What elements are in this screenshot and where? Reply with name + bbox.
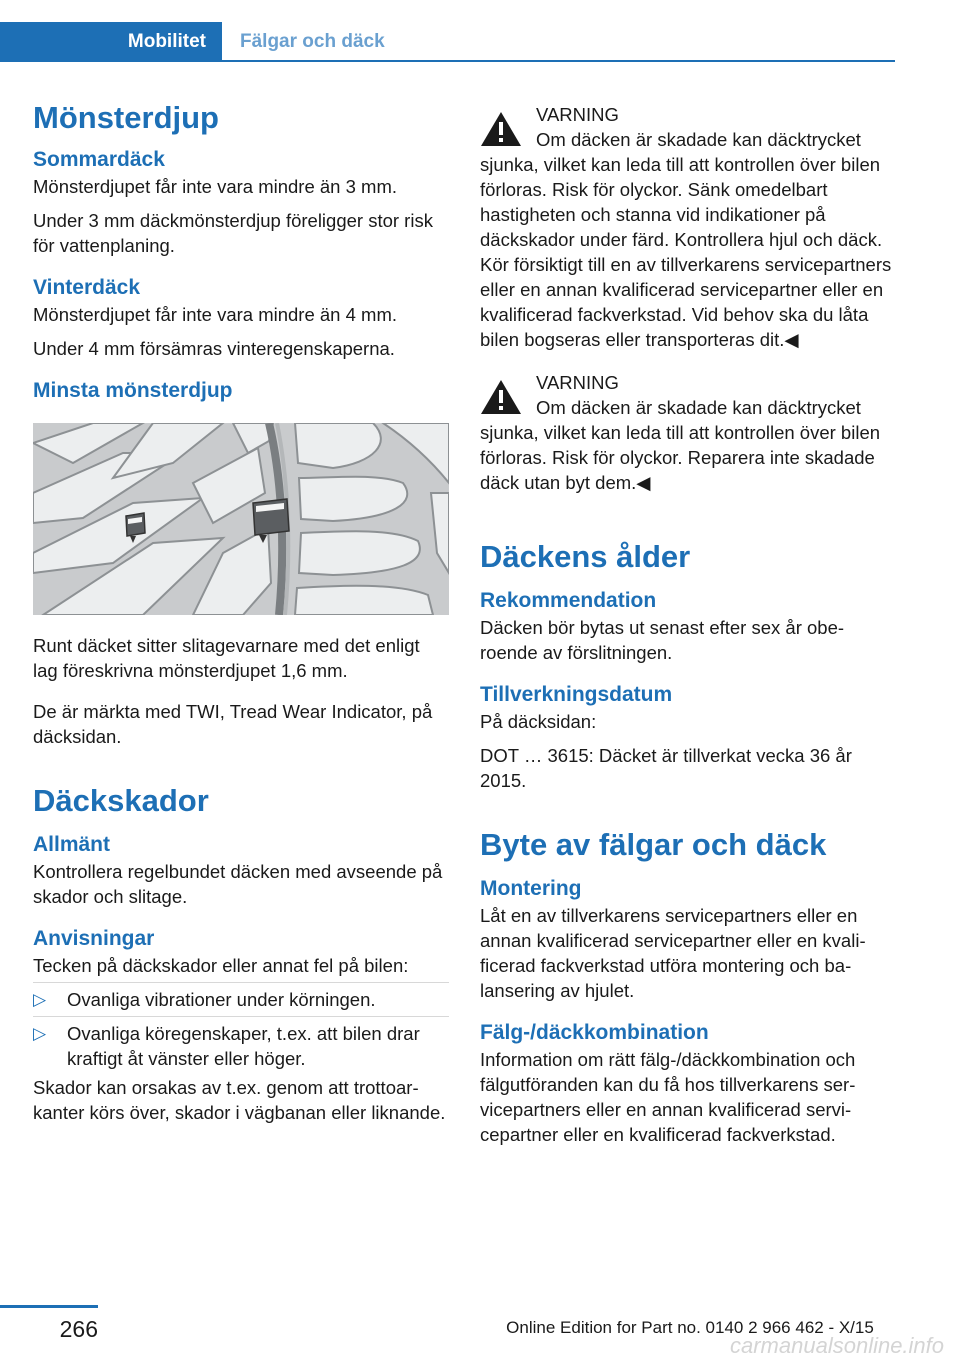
header-tabbar — [0, 22, 895, 62]
text-dacksidan: På däcksidan: — [480, 711, 597, 732]
warning-2-text: sjunka, vilket kan leda till att kontrollen över bilen förloras. Risk för olyckor. Reparera inte skadade däck utan byt dem.◀ — [480, 422, 881, 493]
list-item-text: Ovanliga vibrationer under körningen. — [67, 989, 376, 1010]
left-column — [33, 96, 449, 1134]
heading-allmant: Allmänt — [33, 833, 111, 856]
heading-tillverkningsdatum: Tillverkningsdatum — [480, 683, 673, 706]
text-skador: Skador kan orsakas av t.ex. genom att trottoarkanter körs över, skador i vägbanan eller liknande. — [33, 1077, 446, 1123]
list-item — [33, 1021, 449, 1071]
footer-rule — [0, 1305, 98, 1308]
warning-triangle-icon — [480, 378, 522, 416]
heading-vinterdack: Vinterdäck — [33, 276, 140, 299]
text-vinter-1: Mönsterdjupet får inte vara mindre än 4 mm. — [33, 304, 397, 325]
text-dot: DOT … 3615: Däcket är tillverkat vecka 36 år 2015. — [480, 745, 852, 791]
text-montering: Låt en av tillverkarens servicepartners eller en annan kvalificerad servicepartner eller en kvalificerad fackverkstad utföra montering och balansering av hjulet. — [480, 905, 866, 1001]
text-rekommendation: Däcken bör bytas ut senast efter sex år oberoende av förslitningen. — [480, 617, 845, 663]
watermark: carmanualsonline.info — [730, 1333, 945, 1358]
page-number: 266 — [59, 1316, 98, 1342]
warning-1-title: VARNING — [536, 104, 619, 125]
heading-minsta-monsterdjup: Minsta mönsterdjup — [33, 379, 233, 402]
triangle-bullet-icon: ▷ — [33, 990, 47, 1009]
list-divider — [33, 982, 449, 983]
text-falg-dackkombination: Information om rätt fälg-/däckkombination och fälgutföranden kan du få hos tillverkarens servicepartners eller en annan kvalificerad servicepartner eller en kvalificerad fackverkstad. — [480, 1049, 856, 1145]
edition-text: Online Edition for Part no. 0140 2 966 462 - X/15 — [506, 1318, 874, 1337]
text-runt-dacket: Runt däcket sitter slitagevarnare med det enligt lag föreskrivna mönsterdjupet 1,6 mm. — [33, 635, 420, 681]
tire-tread-illustration — [33, 423, 449, 615]
section-tab[interactable]: Mobilitet — [0, 22, 222, 62]
heading-falg-dackkombination: Fälg-/däckkombination — [480, 1021, 709, 1044]
warning-box-1 — [480, 102, 895, 352]
subsection-breadcrumb[interactable]: Fälgar och däck — [240, 31, 385, 52]
heading-montering: Montering — [480, 877, 582, 900]
heading-dackskador: Däckskador — [33, 783, 209, 818]
heading-dackens-alder: Däckens ålder — [480, 539, 691, 574]
text-sommar-2: Under 3 mm däckmönsterdjup föreligger stor risk för vattenplaning. — [33, 210, 433, 256]
text-tecken: Tecken på däckskador eller annat fel på bilen: — [33, 955, 409, 976]
text-sommar-1: Mönsterdjupet får inte vara mindre än 3 mm. — [33, 176, 397, 197]
triangle-bullet-icon: ▷ — [33, 1024, 47, 1043]
warning-2-title: VARNING — [536, 372, 619, 393]
list-item-text: Ovanliga köregenskaper, t.ex. att bilen drar kraftigt åt vänster eller höger. — [67, 1023, 420, 1069]
list-item — [33, 987, 449, 1012]
list-divider — [33, 1016, 449, 1017]
text-allmant: Kontrollera regelbundet däcken med avseende på skador och slitage. — [33, 861, 443, 907]
warning-box-2 — [480, 370, 895, 495]
heading-rekommendation: Rekommendation — [480, 589, 657, 612]
warning-1-text: sjunka, vilket kan leda till att kontrollen över bilen förloras. Risk för olyckor. Sänk omedelbart hastigheten och stanna vid indikationer på däckskador under färd. Kontrollera hjul och däck. Kör försiktigt till en av tillverkarens servicepartners eller en annan kvalificerad servicepartner eller en kvalificerad fackverkstad. Vid behov ska du låta bilen bogseras eller transporteras dit.◀ — [480, 154, 892, 350]
text-twi: De är märkta med TWI, Tread Wear Indicator, på däcksidan. — [33, 701, 433, 747]
heading-sommardack: Sommardäck — [33, 148, 165, 171]
warning-1-first-line: Om däcken är skadade kan däcktrycket — [536, 129, 861, 150]
heading-monsterdjup: Mönsterdjup — [33, 100, 219, 135]
heading-byte-av-falgar: Byte av fälgar och däck — [480, 827, 827, 862]
header-divider — [222, 60, 895, 62]
warning-triangle-icon — [480, 110, 522, 148]
heading-anvisningar: Anvisningar — [33, 927, 155, 950]
right-column — [480, 102, 895, 1156]
warning-2-first-line: Om däcken är skadade kan däcktrycket — [536, 397, 861, 418]
text-vinter-2: Under 4 mm försämras vinteregenskaperna. — [33, 338, 395, 359]
